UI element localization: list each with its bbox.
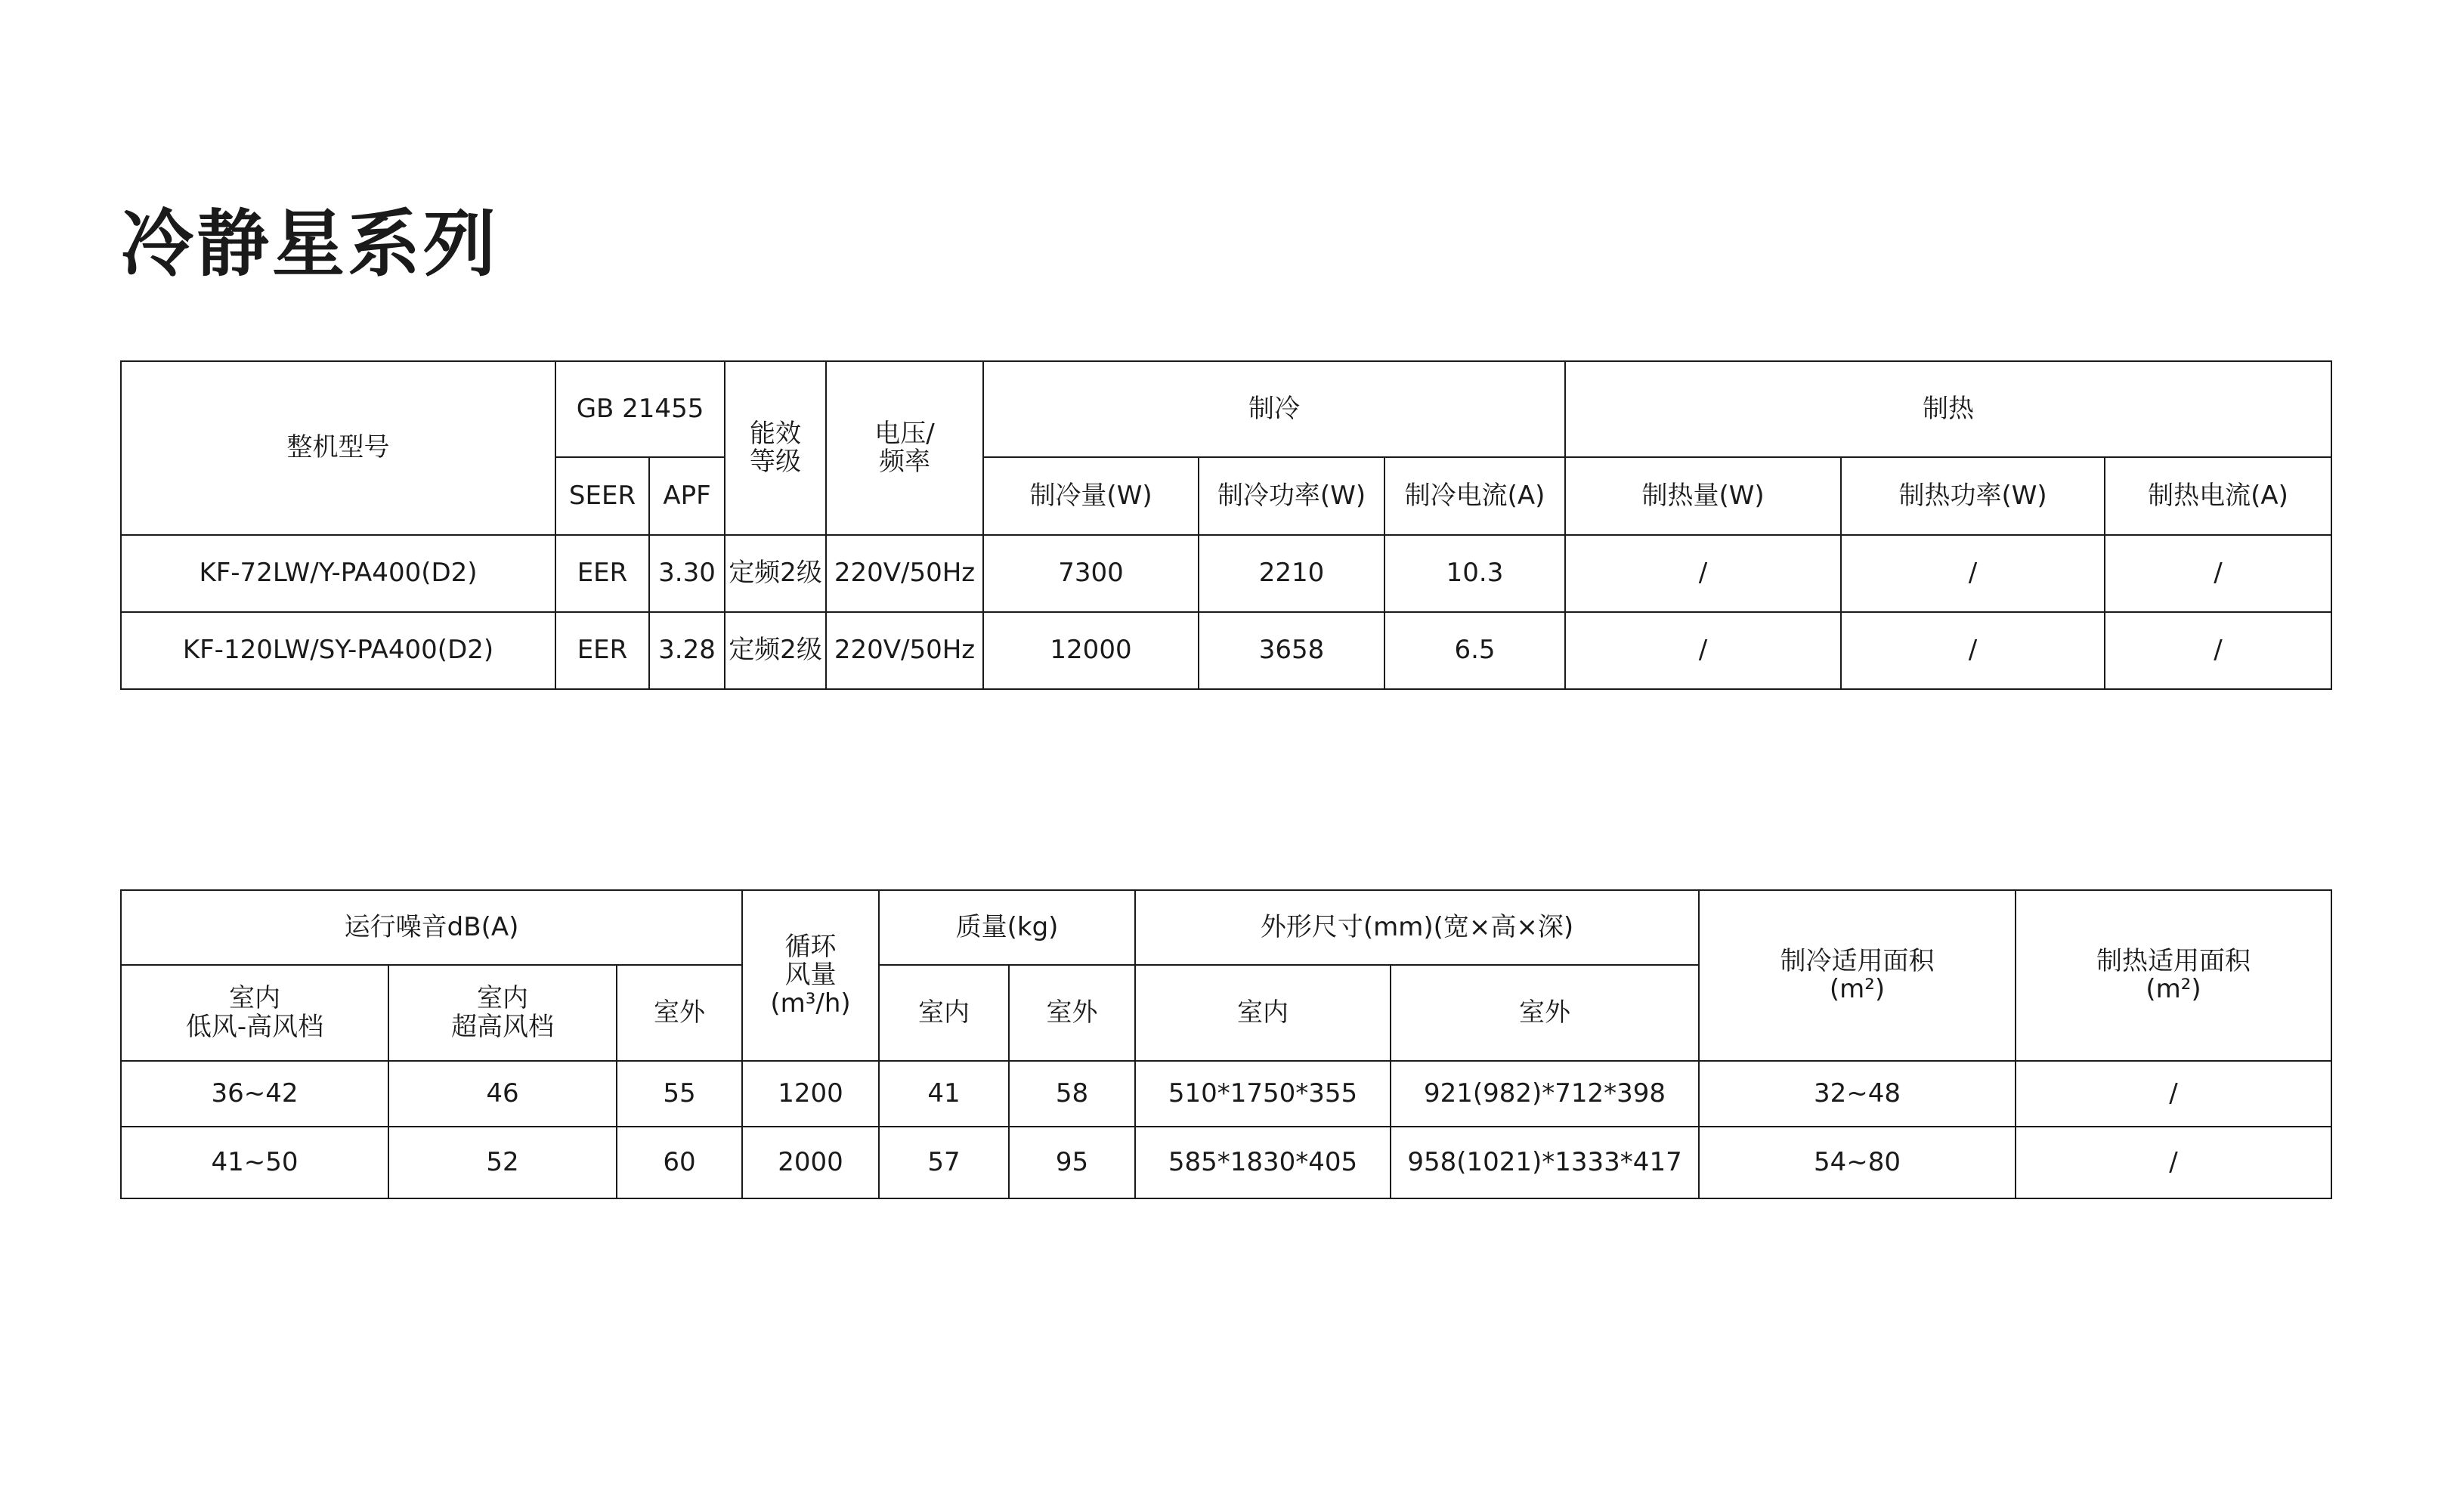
cell-cool-power: 2210 [1199,535,1384,612]
header-cool-area [1699,890,2016,1061]
cell-cool-capacity: 7300 [983,535,1199,612]
header-cool-area-line1: 制冷适用面积 [1780,945,1935,976]
performance-spec-table [120,360,2332,690]
header-energy-grade-line2: 等级 [750,447,802,477]
header-weight-indoor: 室内 [879,965,1009,1061]
header-dimensions: 外形尺寸(mm)(宽×高×深) [1135,890,1699,965]
cell-efficiency-metric: EER [555,612,649,689]
cell-voltage: 220V/50Hz [826,612,983,689]
header-noise: 运行噪音dB(A) [121,890,742,965]
cell-airflow: 1200 [742,1061,879,1127]
cell-airflow: 2000 [742,1127,879,1198]
cell-voltage: 220V/50Hz [826,535,983,612]
header-noise-indoor-super-high-line1: 室内 [477,983,528,1014]
cell-heat-power: / [1841,612,2105,689]
cell-cool-power: 3658 [1199,612,1384,689]
table-row [121,1127,2331,1198]
cell-heat-current: / [2105,612,2331,689]
header-voltage-line2: 频率 [879,447,931,477]
cell-energy-grade: 定频2级 [725,535,826,612]
header-cool-area-line2: (m²) [1829,974,1886,1004]
header-cooling: 制冷 [983,361,1565,457]
header-gb-standard: GB 21455 [555,361,725,457]
header-voltage-line1: 电压/ [874,418,935,449]
cell-heat-power: / [1841,535,2105,612]
header-heat-area [2016,890,2331,1061]
physical-spec-table [120,889,2332,1199]
header-voltage-frequency [826,361,983,535]
cell-dim-indoor: 585*1830*405 [1135,1127,1391,1198]
header-seer: SEER [555,457,649,535]
cell-model: KF-72LW/Y-PA400(D2) [121,535,555,612]
header-noise-indoor-low-high [121,965,388,1061]
cell-dim-outdoor: 921(982)*712*398 [1391,1061,1699,1127]
header-noise-indoor-super-high [388,965,617,1061]
header-weight: 质量(kg) [879,890,1135,965]
header-cool-power: 制冷功率(W) [1199,457,1384,535]
cell-noise-outdoor: 55 [617,1061,742,1127]
header-heat-power: 制热功率(W) [1841,457,2105,535]
cell-heat-area: / [2016,1061,2331,1127]
cell-cool-area: 32~48 [1699,1061,2016,1127]
header-heat-current: 制热电流(A) [2105,457,2331,535]
header-cool-current: 制冷电流(A) [1384,457,1565,535]
header-energy-grade [725,361,826,535]
cell-heat-capacity: / [1565,535,1841,612]
cell-efficiency-value: 3.30 [649,535,725,612]
table-row [121,1061,2331,1127]
cell-heat-current: / [2105,535,2331,612]
cell-heat-area: / [2016,1127,2331,1198]
page-title: 冷静星系列 [121,202,499,286]
header-airflow-line1: 循环 [784,931,837,962]
header-apf: APF [649,457,725,535]
cell-dim-outdoor: 958(1021)*1333*417 [1391,1127,1699,1198]
header-heating: 制热 [1565,361,2331,457]
cell-noise-indoor-super-high: 52 [388,1127,617,1198]
header-dim-outdoor: 室外 [1391,965,1699,1061]
header-weight-outdoor: 室外 [1009,965,1135,1061]
header-noise-indoor-low-high-line2: 低风-高风档 [185,1011,324,1042]
cell-dim-indoor: 510*1750*355 [1135,1061,1391,1127]
cell-heat-capacity: / [1565,612,1841,689]
header-heat-area-line1: 制热适用面积 [2096,945,2251,976]
cell-energy-grade: 定频2级 [725,612,826,689]
cell-cool-capacity: 12000 [983,612,1199,689]
cell-noise-indoor-super-high: 46 [388,1061,617,1127]
cell-cool-current: 10.3 [1384,535,1565,612]
table-row [121,612,2331,689]
header-model: 整机型号 [121,361,555,535]
cell-weight-outdoor: 58 [1009,1061,1135,1127]
header-noise-outdoor: 室外 [617,965,742,1061]
header-noise-indoor-super-high-line2: 超高风档 [451,1011,554,1042]
header-dim-indoor: 室内 [1135,965,1391,1061]
cell-cool-area: 54~80 [1699,1127,2016,1198]
cell-efficiency-metric: EER [555,535,649,612]
header-energy-grade-line1: 能效 [750,418,802,449]
cell-efficiency-value: 3.28 [649,612,725,689]
header-heat-capacity: 制热量(W) [1565,457,1841,535]
header-airflow-line3: (m³/h) [770,988,851,1019]
cell-model: KF-120LW/SY-PA400(D2) [121,612,555,689]
cell-weight-indoor: 41 [879,1061,1009,1127]
cell-weight-outdoor: 95 [1009,1127,1135,1198]
header-heat-area-line2: (m²) [2146,974,2201,1004]
header-cool-capacity: 制冷量(W) [983,457,1199,535]
cell-noise-outdoor: 60 [617,1127,742,1198]
table-row [121,535,2331,612]
cell-weight-indoor: 57 [879,1127,1009,1198]
cell-cool-current: 6.5 [1384,612,1565,689]
cell-noise-indoor-low-high: 36~42 [121,1061,388,1127]
header-airflow [742,890,879,1061]
cell-noise-indoor-low-high: 41~50 [121,1127,388,1198]
header-noise-indoor-low-high-line1: 室内 [229,983,280,1014]
header-airflow-line2: 风量 [784,960,837,991]
